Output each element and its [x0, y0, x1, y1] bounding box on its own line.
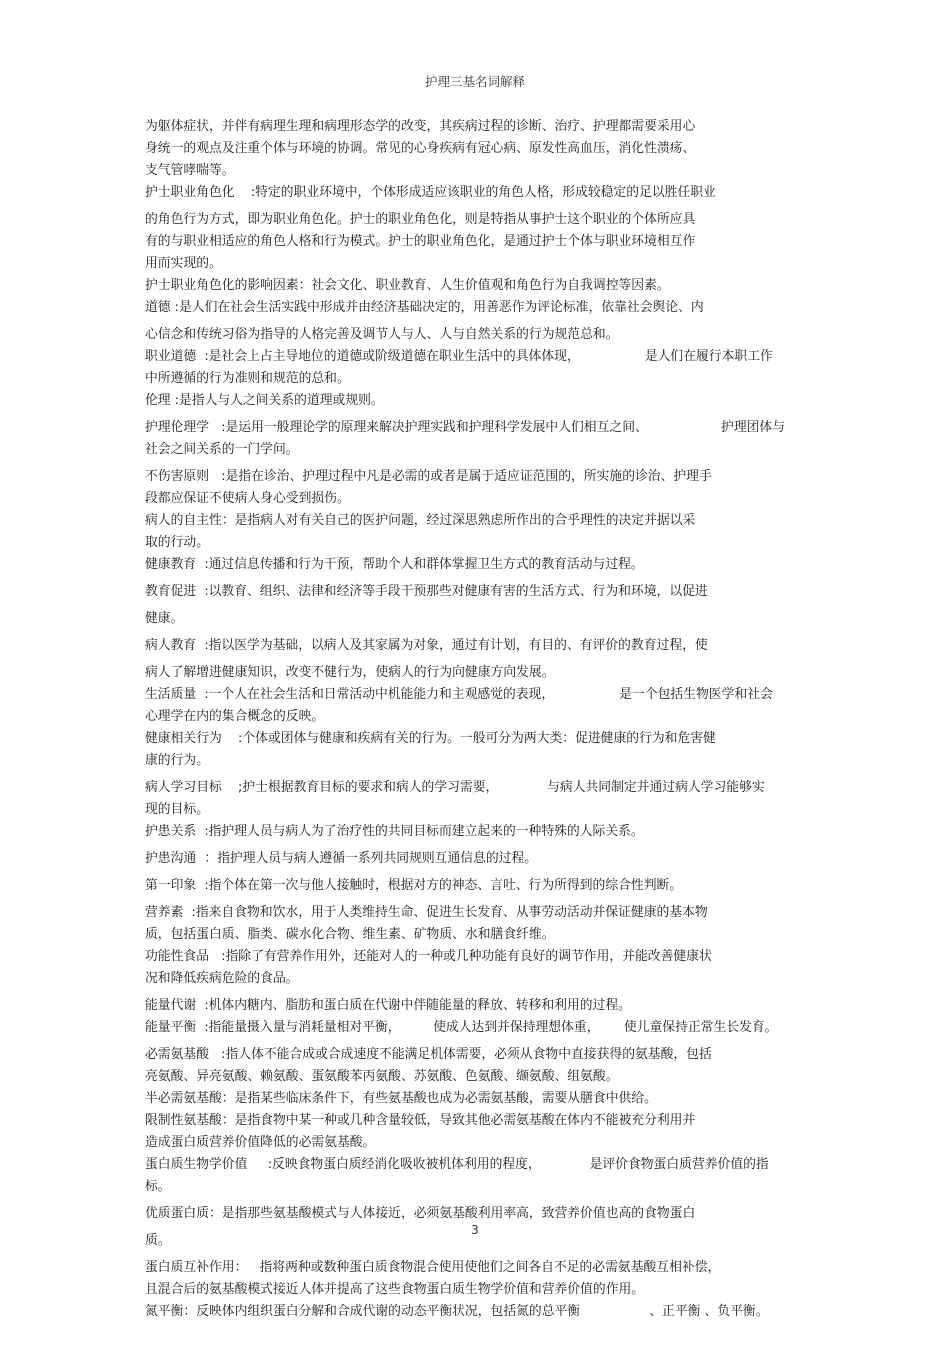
text-line: 社会之间关系的一门学问。 [145, 442, 299, 457]
text-line: 造成蛋白质营养价值降低的必需氨基酸。 [145, 1135, 376, 1150]
text-line: 为躯体症状，并伴有病理生理和病理形态学的改变，其疾病过程的诊断、治疗、护理都需要采用心 [145, 119, 696, 134]
text-line: 护士职业角色化 :特定的职业环境中，个体形成适应该职业的角色人格，形成较稳定的足以胜任职业 [145, 185, 716, 200]
text-line: 蛋白质生物学价值 :反映食物蛋白质经消化吸收被机体利用的程度， 是评价食物蛋白质营养价值的指 [145, 1157, 769, 1172]
text-line: 蛋白质互补作用： 指将两种或数种蛋白质食物混合使用使他们之间各自不足的必需氨基酸互相补偿， [145, 1260, 721, 1275]
text-line: 伦理 :是指人与人之间关系的道理或规则。 [145, 393, 384, 408]
text-line: 病人教育 :指以医学为基础，以病人及其家属为对象，通过有计划，有目的、有评价的教育过程，使 [145, 638, 708, 653]
text-line: 有的与职业相适应的角色人格和行为模式。护士的职业角色化，是通过护士个体与职业环境相互作 [145, 234, 696, 249]
text-line: 病人了解增进健康知识，改变不健行为，使病人的行为向健康方向发展。 [145, 665, 555, 680]
text-line: 病人学习目标 ;护士根据教育目标的要求和病人的学习需要， 与病人共同制定并通过病人学习能够实 [145, 780, 765, 795]
text-line: 标。 [145, 1179, 171, 1194]
page-number: 3 [471, 1223, 479, 1237]
text-line: 病人的自主性：是指病人对有关自己的医护问题，经过深思熟虑所作出的合乎理性的决定并据以采 [145, 513, 696, 528]
text-line: 护患沟通 ：指护理人员与病人遵循一系列共同规则互通信息的过程。 [145, 851, 538, 866]
text-line: 取的行动。 [145, 535, 209, 550]
text-line: 亮氨酸、异亮氨酸、赖氨酸、蛋氨酸苯丙氨酸、苏氨酸、色氨酸、缬氨酸、组氨酸。 [145, 1069, 619, 1084]
text-line: 况和降低疾病危险的食品。 [145, 971, 299, 986]
text-line: 优质蛋白质：是指那些氨基酸模式与人体接近，必须氨基酸利用率高，致营养价值也高的食物蛋白 [145, 1206, 696, 1221]
text-line: 身统一的观点及注重个体与环境的协调。常见的心身疾病有冠心病、原发性高血压，消化性溃疡、 [145, 141, 696, 156]
text-line: 护士职业角色化的影响因素：社会文化、职业教育、人生价值观和角色行为自我调控等因素。 [145, 278, 670, 293]
text-line: 限制性氨基酸：是指食物中某一种或几种含量较低，导致其他必需氨基酸在体内不能被充分利用并 [145, 1113, 696, 1128]
text-line: 职业道德 :是社会上占主导地位的道德或阶级道德在职业生活中的具体体现， 是人们在履行本职工作 [145, 349, 773, 364]
text-line: 中所遵循的行为准则和规范的总和。 [145, 371, 350, 386]
text-line: 能量代谢 :机体内糖内、脂肪和蛋白质在代谢中伴随能量的释放、转移和利用的过程。 [145, 998, 631, 1013]
page-header-title: 护理三基名词解释 [424, 74, 525, 89]
text-line: 的角色行为方式，即为职业角色化。护士的职业角色化，则是特指从事护士这个职业的个体所应具 [145, 212, 696, 227]
text-line: 护理伦理学 :是运用一般理论学的原理来解决护理实践和护理科学发展中人们相互之间、 护理团体与 [145, 420, 786, 435]
text-line: 教育促进 :以教育、组织、法律和经济等手段干预那些对健康有害的生活方式、行为和环境，以促进 [145, 584, 708, 599]
text-line: 不伤害原则 :是指在诊治、护理过程中凡是必需的或者是属于适应证范围的，所实施的诊治、护理手 [145, 469, 712, 484]
text-line: 道德 :是人们在社会生活实践中形成并由经济基础决定的，用善恶作为评论标准，依靠社会舆论、内 [145, 300, 704, 315]
text-line: 心信念和传统习俗为指导的人格完善及调节人与人、人与自然关系的行为规范总和。 [145, 327, 619, 342]
text-line: 功能性食品 :指除了有营养作用外，还能对人的一种或几种功能有良好的调节作用，并能改善健康状 [145, 949, 712, 964]
text-line: 用而实现的。 [145, 256, 222, 271]
text-line: 氮平衡：反映体内组织蛋白分解和合成代谢的动态平衡状况，包括氮的总平衡 、正平衡 、负平衡。 [145, 1304, 769, 1319]
text-line: 必需氨基酸 :指人体不能合成或合成速度不能满足机体需要，必须从食物中直接获得的氨基酸，包括 [145, 1047, 712, 1062]
text-line: 健康相关行为 :个体或团体与健康和疾病有关的行为。一般可分为两大类：促进健康的行为和危害健 [145, 731, 716, 746]
text-line: 健康。 [145, 611, 184, 626]
text-line: 第一印象 :指个体在第一次与他人接触时，根据对方的神态、言吐、行为所得到的综合性判断。 [145, 878, 683, 893]
text-line: 质，包括蛋白质、脂类、碳水化合物、维生素、矿物质、水和膳食纤维。 [145, 927, 555, 942]
text-line: 质。 [145, 1233, 171, 1248]
text-line: 护患关系 :指护理人员与病人为了治疗性的共同目标而建立起来的一种特殊的人际关系。 [145, 824, 644, 839]
text-line: 康的行为。 [145, 753, 209, 768]
text-line: 健康教育 :通过信息传播和行为干预，帮助个人和群体掌握卫生方式的教育活动与过程。 [145, 557, 644, 572]
text-line: 生活质量 :一个人在社会生活和日常活动中机能能力和主观感觉的表现， 是一个包括生物医学和社会 [145, 687, 773, 702]
text-line: 能量平衡 :指能量摄入量与消耗量相对平衡， 使成人达到并保持理想体重， 使儿童保持正常生长发育。 [145, 1020, 778, 1035]
text-line: 现的目标。 [145, 802, 209, 817]
text-line: 支气管哮喘等。 [145, 163, 235, 178]
document-body [145, 116, 835, 1323]
text-line: 半必需氨基酸：是指某些临床条件下，有些氨基酸也成为必需氨基酸，需要从膳食中供给。 [145, 1091, 657, 1106]
text-line: 营养素 :指来自食物和饮水，用于人类维持生命、促进生长发育、从事劳动活动并保证健康的基本物 [145, 905, 708, 920]
text-line: 心理学在内的集合概念的反映。 [145, 709, 325, 724]
text-line: 且混合后的氨基酸模式接近人体并提高了这些食物蛋白质生物学价值和营养价值的作用。 [145, 1282, 645, 1297]
text-line: 段都应保证不使病人身心受到损伤。 [145, 491, 350, 506]
